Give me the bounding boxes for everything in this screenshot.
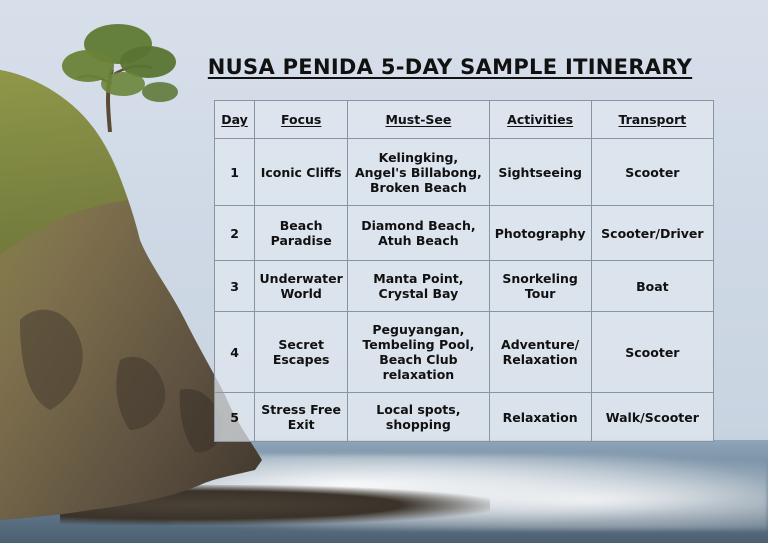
tree-icon (48, 14, 188, 134)
cell-focus: Beach Paradise (255, 206, 348, 261)
header-focus: Focus (255, 101, 348, 139)
cell-focus: Stress Free Exit (255, 393, 348, 442)
cell-transport: Walk/Scooter (591, 393, 713, 442)
table-row (215, 206, 714, 261)
cell-activities: Relaxation (489, 393, 591, 442)
cell-transport: Scooter (591, 312, 713, 393)
table-row (215, 393, 714, 442)
cell-must-see: Kelingking, Angel's Billabong, Broken Beach (348, 139, 489, 206)
cell-activities: Adventure/ Relaxation (489, 312, 591, 393)
header-transport: Transport (591, 101, 713, 139)
cell-focus: Iconic Cliffs (255, 139, 348, 206)
cell-must-see: Manta Point, Crystal Bay (348, 261, 489, 312)
itinerary-table (214, 100, 714, 442)
cell-day: 4 (215, 312, 255, 393)
cell-focus: Secret Escapes (255, 312, 348, 393)
table-row (215, 139, 714, 206)
header-day: Day (215, 101, 255, 139)
cell-must-see: Diamond Beach, Atuh Beach (348, 206, 489, 261)
table-row (215, 261, 714, 312)
cell-must-see: Local spots, shopping (348, 393, 489, 442)
cell-transport: Scooter/Driver (591, 206, 713, 261)
cell-activities: Snorkeling Tour (489, 261, 591, 312)
cell-day: 1 (215, 139, 255, 206)
header-must-see: Must-See (348, 101, 489, 139)
table-header-row (215, 101, 714, 139)
cell-activities: Sightseeing (489, 139, 591, 206)
cell-focus: Underwater World (255, 261, 348, 312)
cell-must-see: Peguyangan, Tembeling Pool, Beach Club relaxation (348, 312, 489, 393)
cell-day: 2 (215, 206, 255, 261)
header-activities: Activities (489, 101, 591, 139)
cell-transport: Boat (591, 261, 713, 312)
cell-activities: Photography (489, 206, 591, 261)
cell-day: 5 (215, 393, 255, 442)
page-title: NUSA PENIDA 5-DAY SAMPLE ITINERARY (207, 55, 693, 79)
table-row (215, 312, 714, 393)
cell-transport: Scooter (591, 139, 713, 206)
cell-day: 3 (215, 261, 255, 312)
